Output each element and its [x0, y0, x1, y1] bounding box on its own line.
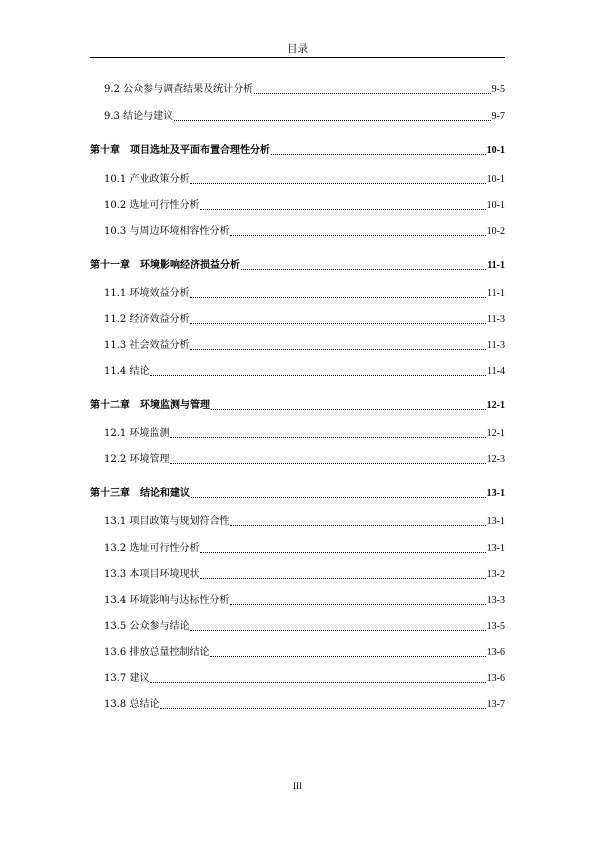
- toc-entry-label: 13.4 环境影响与达标性分析: [104, 595, 230, 606]
- toc-entry-page: 10-1: [486, 174, 505, 185]
- toc-entry-label: 13.7 建议: [104, 673, 150, 684]
- toc-section-entry[interactable]: [104, 286, 505, 300]
- header-rule: [90, 57, 505, 58]
- toc-section-entry[interactable]: [104, 671, 505, 685]
- toc-section-entry[interactable]: [104, 541, 505, 555]
- page-header-title: 目录: [287, 43, 308, 55]
- toc-dot-leader: [200, 552, 485, 553]
- toc-dot-leader: [241, 269, 486, 270]
- toc-entry-label: 9.2 公众参与调查结果及统计分析: [104, 84, 254, 95]
- toc-entry-page: 10-2: [486, 226, 505, 237]
- toc-dot-leader: [254, 93, 491, 94]
- toc-dot-leader: [200, 578, 485, 579]
- toc-section-entry[interactable]: [104, 645, 505, 659]
- toc-dot-leader: [230, 525, 485, 526]
- toc-entry-label: 11.4 结论: [104, 366, 150, 377]
- toc-entry-page: 13-5: [486, 621, 505, 632]
- toc-entry-label: 13.1 项目政策与规划符合性: [104, 516, 230, 527]
- toc-section-entry[interactable]: [104, 697, 505, 711]
- toc-section-entry[interactable]: [104, 109, 505, 123]
- toc-entry-page: 13-3: [486, 595, 505, 606]
- toc-entry-page: 10-1: [486, 145, 505, 156]
- toc-section-entry[interactable]: [104, 593, 505, 607]
- toc-entry-page: 13-2: [486, 569, 505, 580]
- toc-section-entry[interactable]: [104, 619, 505, 633]
- toc-entry-label: 10.3 与周边环境相容性分析: [104, 226, 230, 237]
- toc-dot-leader: [200, 209, 485, 210]
- toc-dot-leader: [190, 183, 485, 184]
- toc-entry-page: 13-1: [486, 516, 505, 527]
- toc-entry-label: 13.3 本项目环境现状: [104, 569, 200, 580]
- toc-entry-label: 13.2 选址可行性分析: [104, 543, 200, 554]
- toc-chapter-entry[interactable]: [90, 398, 505, 412]
- toc-entry-label: 10.2 选址可行性分析: [104, 200, 200, 211]
- toc-dot-leader: [271, 154, 486, 155]
- toc-entry-page: 10-1: [486, 200, 505, 211]
- toc-entry-page: 13-6: [486, 647, 505, 658]
- toc-entry-page: 12-1: [486, 428, 505, 439]
- toc-entry-page: 13-1: [486, 488, 505, 499]
- toc-dot-leader: [210, 656, 485, 657]
- toc-entry-page: 12-1: [486, 400, 505, 411]
- toc-dot-leader: [191, 497, 486, 498]
- toc-entry-page: 12-3: [486, 454, 505, 465]
- toc-entry-label: 12.2 环境管理: [104, 454, 170, 465]
- toc-entry-page: 11-3: [487, 314, 505, 325]
- toc-entry-label: 第十二章 环境监测与管理: [90, 400, 210, 411]
- toc-chapter-entry[interactable]: [90, 258, 505, 272]
- toc-entry-label: 11.2 经济效益分析: [104, 314, 190, 325]
- toc-dot-leader: [150, 682, 485, 683]
- toc-section-entry[interactable]: [104, 172, 505, 186]
- page-number: III: [293, 781, 302, 791]
- toc-entry-label: 13.8 总结论: [104, 699, 160, 710]
- toc-entry-page: 11-4: [487, 366, 505, 377]
- toc-entry-label: 13.5 公众参与结论: [104, 621, 190, 632]
- toc-section-entry[interactable]: [104, 312, 505, 326]
- toc-dot-leader: [211, 409, 486, 410]
- toc-section-entry[interactable]: [104, 198, 505, 212]
- toc-entry-label: 第十三章 结论和建议: [90, 488, 190, 499]
- toc-section-entry[interactable]: [104, 514, 505, 528]
- toc-dot-leader: [190, 349, 486, 350]
- toc-dot-leader: [174, 120, 491, 121]
- toc-entry-page: 9-7: [491, 111, 505, 122]
- toc-entry-label: 11.3 社会效益分析: [104, 340, 190, 351]
- toc-dot-leader: [230, 235, 485, 236]
- toc-dot-leader: [190, 630, 485, 631]
- toc-entry-page: 11-1: [487, 260, 505, 271]
- toc-dot-leader: [150, 375, 486, 376]
- toc-section-entry[interactable]: [104, 82, 505, 96]
- toc-entry-label: 第十一章 环境影响经济损益分析: [90, 260, 240, 271]
- toc-section-entry[interactable]: [104, 426, 505, 440]
- toc-dot-leader: [230, 604, 485, 605]
- toc-dot-leader: [190, 297, 486, 298]
- toc-section-entry[interactable]: [104, 567, 505, 581]
- toc-entry-page: 9-5: [491, 84, 505, 95]
- toc-entry-page: 13-6: [486, 673, 505, 684]
- toc-entry-page: 13-1: [486, 543, 505, 554]
- toc-chapter-entry[interactable]: [90, 486, 505, 500]
- toc-entry-page: 11-1: [487, 288, 505, 299]
- toc-chapter-entry[interactable]: [90, 143, 505, 157]
- toc-entry-label: 13.6 排放总量控制结论: [104, 647, 210, 658]
- toc-entry-page: 13-7: [486, 699, 505, 710]
- toc-dot-leader: [170, 463, 485, 464]
- toc-entry-label: 9.3 结论与建议: [104, 111, 174, 122]
- toc-section-entry[interactable]: [104, 224, 505, 238]
- toc-dot-leader: [170, 437, 485, 438]
- toc-entry-label: 11.1 环境效益分析: [104, 288, 190, 299]
- toc-section-entry[interactable]: [104, 364, 505, 378]
- toc-section-entry[interactable]: [104, 452, 505, 466]
- toc-dot-leader: [190, 323, 486, 324]
- toc-section-entry[interactable]: [104, 338, 505, 352]
- toc-entry-label: 第十章 项目选址及平面布置合理性分析: [90, 145, 270, 156]
- toc-entry-page: 11-3: [487, 340, 505, 351]
- toc-dot-leader: [160, 708, 485, 709]
- toc-entry-label: 12.1 环境监测: [104, 428, 170, 439]
- toc-entry-label: 10.1 产业政策分析: [104, 174, 190, 185]
